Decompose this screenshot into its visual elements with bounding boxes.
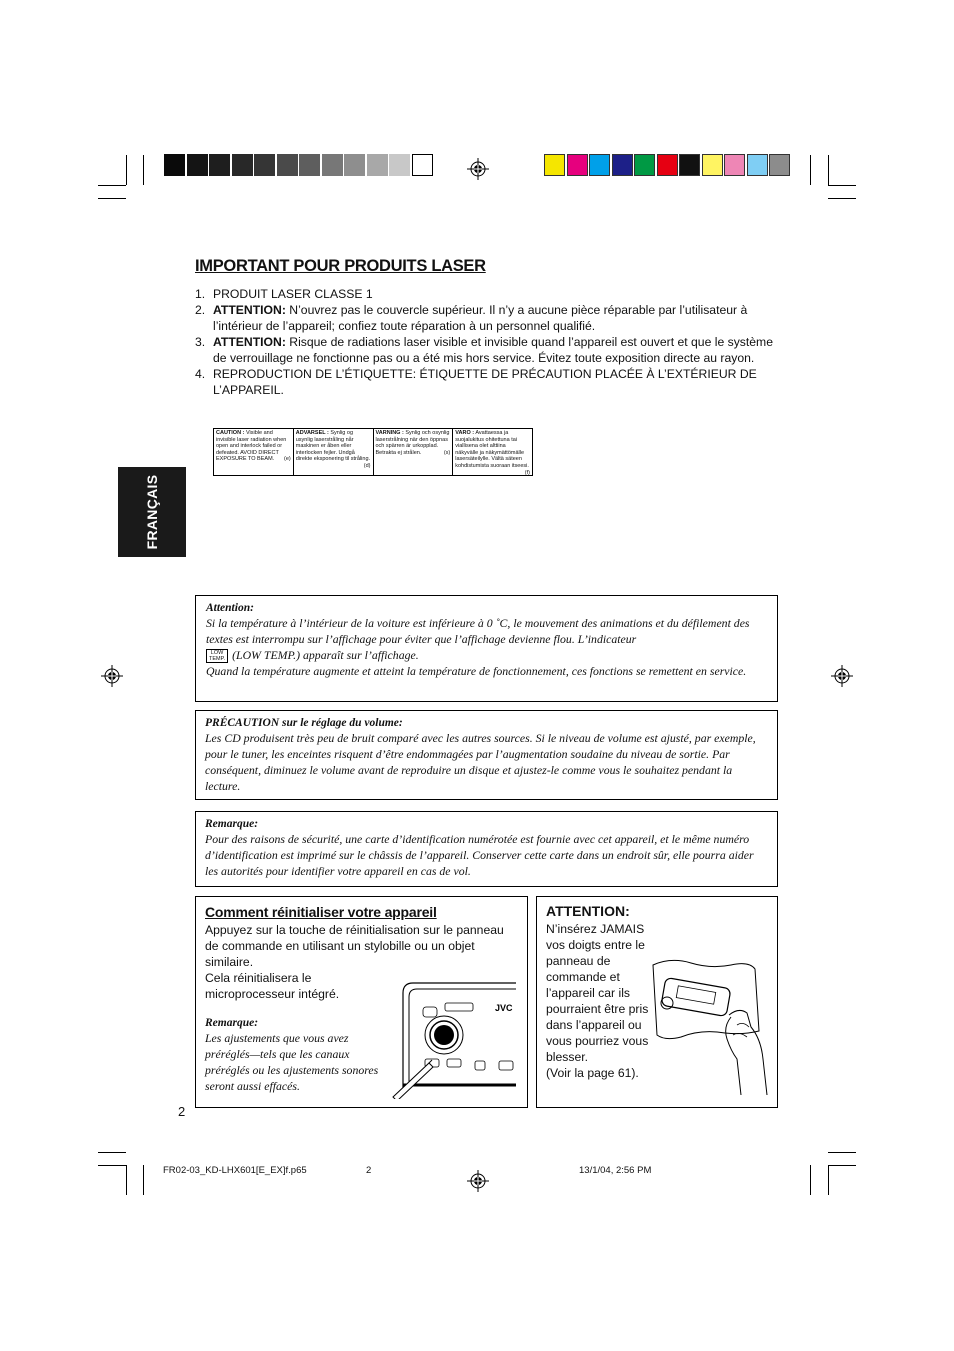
attention-fingers-title: ATTENTION: — [546, 903, 630, 919]
list-item-number: 1. — [195, 287, 206, 301]
registration-mark-icon — [831, 665, 853, 687]
volume-caution-heading: PRÉCAUTION sur le réglage du volume: — [205, 717, 403, 729]
laser-label-head: VARO : — [455, 430, 475, 436]
remark-heading: Remarque: — [205, 818, 259, 830]
list-item-text: N’ouvrez pas le couvercle supérieur. Il n’y a aucune pièce réparable par l’utilisateur à l’intérieur de l’appareil; confiez toute réparation à un personnel qualifié. — [213, 303, 748, 333]
attention-text-3: Quand la température augmente et atteint la température de fonctionnement, ces fonctions se remettent en service. — [206, 664, 747, 679]
grayscale-swatch — [164, 154, 185, 176]
attention-text-1: Si la température à l’intérieur de la voiture est inférieure à 0 ˚C, le mouvement des animations et du défilement des textes est interrompu sur l’affichage pour éviter que l’affichage devienne flou. L’indicateur — [206, 616, 750, 646]
laser-label-head: CAUTION : — [216, 430, 245, 436]
laser-label-cell — [374, 429, 454, 475]
footer-file: FR02-03_KD-LHX601[E_EX]f.p65 — [163, 1165, 307, 1176]
list-item-text: Risque de radiations laser visible et invisible quand l’appareil est ouvert et que le système de verrouillage ne fonctionne pas ou a été mis hors service. Évitez toute exposition directe au rayon. — [213, 335, 773, 365]
grayscale-swatch — [412, 154, 433, 176]
laser-label-text: Visible and invisible laser radiation when open and interlock failed or defeated. AVOID DIRECT EXPOSURE TO BEAM. — [216, 430, 287, 463]
laser-label-code: (e) — [284, 456, 291, 463]
color-swatch — [567, 154, 588, 176]
grayscale-swatch — [187, 154, 208, 176]
low-temp-indicator-icon — [206, 649, 228, 663]
color-swatch — [769, 154, 790, 176]
list-item-text: REPRODUCTION DE L’ÉTIQUETTE: ÉTIQUETTE DE PRÉCAUTION PLACÉE À L’EXTÉRIEUR DE L’APPAREIL. — [213, 367, 757, 397]
attention-fingers-ref: (Voir la page 61). — [546, 1066, 639, 1080]
car-stereo-reset-illustration — [391, 979, 521, 1099]
laser-list-item — [195, 366, 785, 398]
reset-text-2: Cela réinitialisera le microprocesseur intégré. — [205, 971, 340, 1001]
laser-label-cell — [214, 429, 294, 475]
list-item-emphasis: ATTENTION: — [213, 335, 286, 349]
language-tab-label: FRANÇAIS — [144, 474, 160, 550]
laser-label-head: ADVARSEL : — [295, 430, 329, 436]
grayscale-swatch — [367, 154, 388, 176]
registration-mark-icon — [467, 158, 489, 180]
color-swatch — [589, 154, 610, 176]
laser-instructions-list — [195, 286, 785, 398]
list-item-text: PRODUIT LASER CLASSE 1 — [213, 287, 373, 301]
color-swatch — [747, 154, 768, 176]
footer-date: 13/1/04, 2:56 PM — [579, 1165, 652, 1176]
grayscale-swatch — [277, 154, 298, 176]
low-temp-indicator-bottom: TEMP. — [209, 656, 226, 663]
attention-text — [206, 615, 767, 679]
jvc-brand-logo: JVC — [495, 1003, 513, 1013]
laser-label-text: Avattaessa ja suojalukitus ohitettuna tai viallisena olet alttiina näkyvälle ja näkymättömälle lasersäteilylle. Vältä säteen kohdistumista suoraan itseesi. — [455, 430, 529, 469]
laser-label-cell — [453, 429, 532, 475]
grayscale-calibration-bar — [164, 154, 434, 176]
attention-text-2: (LOW TEMP.) apparaît sur l’affichage. — [232, 648, 419, 662]
laser-caution-label — [213, 428, 533, 476]
remark-text: Pour des raisons de sécurité, une carte d’identification numérotée est fournie avec cet appareil, et le même numéro d’identification est imprimé sur le châssis de l’appareil. Conserver cette carte dans un endroit sûr, elle pourra aider les autorités pour identifier votre appareil en cas de vol. — [205, 832, 754, 878]
volume-caution-text: Les CD produisent très peu de bruit comparé avec les autres sources. Si le niveau de volume est ajusté, par exemple, pour le tuner, les enceintes risquent d’être endommagées par l’augmentation soudaine du niveau de sortie. Par conséquent, diminuez le volume avant de reproduire un disque et ajustez-le comme vous le souhaitez pendant la lecture. — [205, 731, 756, 793]
laser-list-item — [195, 302, 785, 334]
list-item-number: 3. — [195, 335, 206, 349]
grayscale-swatch — [254, 154, 275, 176]
color-swatch — [679, 154, 700, 176]
reset-box — [195, 896, 528, 1108]
reset-remark-text: Les ajustements que vous avez préréglés—tels que les canaux préréglés ou les ajustements sonores seront aussi effacés. — [205, 1031, 379, 1093]
color-calibration-bar — [544, 154, 792, 176]
attention-box — [195, 595, 778, 702]
laser-label-cell — [294, 429, 374, 475]
grayscale-swatch — [299, 154, 320, 176]
list-item-emphasis: ATTENTION: — [213, 303, 286, 317]
laser-label-code: (f) — [524, 469, 530, 475]
laser-list-item — [195, 334, 785, 366]
grayscale-swatch — [344, 154, 365, 176]
grayscale-swatch — [389, 154, 410, 176]
reset-text-1: Appuyez sur la touche de réinitialisation sur le panneau de commande en utilisant un stylobille ou un objet similaire. — [205, 923, 504, 969]
section-title: IMPORTANT POUR PRODUITS LASER — [195, 257, 486, 275]
laser-label-code: (d) — [363, 462, 371, 469]
reset-remark-heading: Remarque: — [205, 1017, 259, 1029]
color-swatch — [612, 154, 633, 176]
laser-label-text: Synlig och osynlig laserstrålning när den öppnas och spärren är urkopplad. Betrakta ej strålen. — [375, 430, 450, 456]
language-tab — [118, 467, 186, 557]
laser-label-head: VARNING : — [375, 430, 404, 436]
page-number: 2 — [178, 1104, 186, 1119]
volume-caution-box — [195, 710, 778, 800]
grayscale-swatch — [209, 154, 230, 176]
grayscale-swatch — [232, 154, 253, 176]
registration-mark-icon — [101, 665, 123, 687]
color-swatch — [724, 154, 745, 176]
color-swatch — [634, 154, 655, 176]
attention-fingers-text: N’insérez JAMAIS vos doigts entre le panneau de commande et l’appareil car ils pourraient être pris dans l’appareil ou vous pourriez vous blesser. — [546, 922, 649, 1064]
laser-list-item — [195, 286, 785, 302]
reset-title: Comment réinitialiser votre appareil — [205, 904, 437, 920]
grayscale-swatch — [322, 154, 343, 176]
low-temp-indicator-top: LOW — [210, 650, 224, 657]
color-swatch — [702, 154, 723, 176]
color-swatch — [544, 154, 565, 176]
laser-label-text: Synlig og usynlig laserstråling når maskinen er åben eller interlocken fejler. Undgå direkte eksponering til stråling. — [295, 430, 371, 463]
remark-box — [195, 811, 778, 887]
list-item-number: 2. — [195, 303, 206, 317]
registration-mark-icon — [467, 1170, 489, 1192]
attention-heading: Attention: — [206, 602, 254, 614]
attention-fingers-box — [536, 896, 778, 1108]
list-item-number: 4. — [195, 367, 206, 381]
laser-label-code: (s) — [443, 449, 451, 456]
footer-page: 2 — [366, 1165, 372, 1176]
color-swatch — [657, 154, 678, 176]
hand-panel-illustration — [651, 955, 769, 1095]
